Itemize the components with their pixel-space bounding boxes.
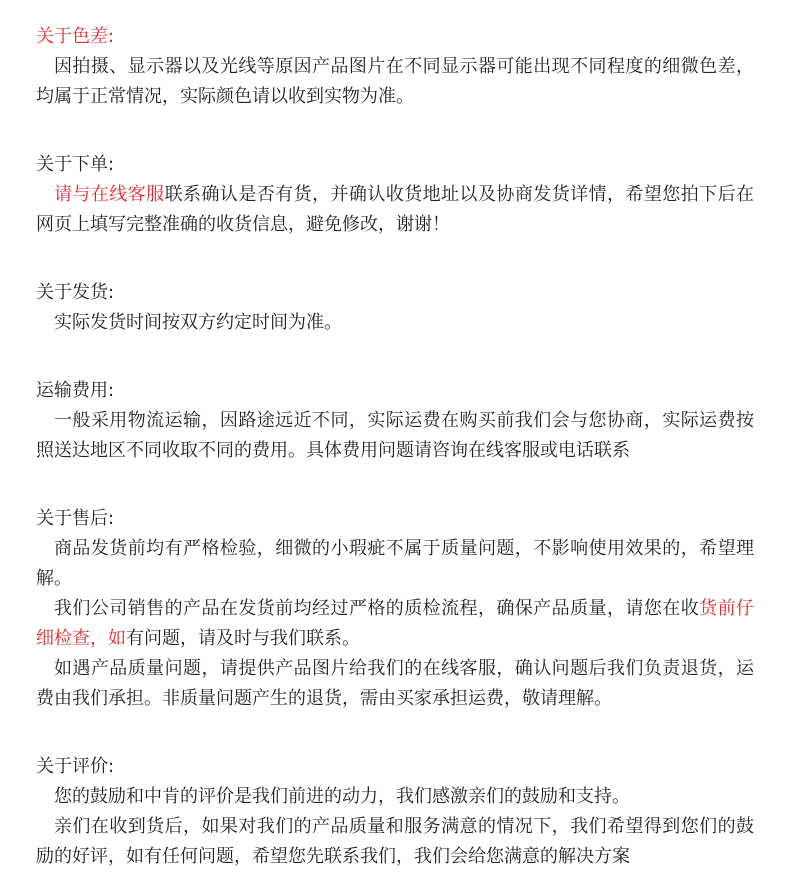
section-after-sales (36, 504, 754, 714)
paragraph-text: 因拍摄、显示器以及光线等原因产品图片在不同显示器可能出现不同程度的细微色差，均属于正常情况，实际颜色请以收到实物为准。 (36, 56, 754, 107)
highlighted-text: 请与在线客服 (54, 184, 165, 205)
highlighted-text: 货前仔细检查，如 (36, 598, 755, 649)
section-paragraph (36, 406, 754, 466)
paragraph-text: 我们公司销售的产品在发货前均经过严格的质检流程，确保产品质量，请您在收 (54, 598, 700, 619)
section-heading: 运输费用: (36, 380, 115, 401)
section-reviews (36, 752, 754, 872)
paragraph-text: 联系确认是否有货，并确认收货地址以及协商发货详情，希望您拍下后在网页上填写完整准确的收货信息，避免修改，谢谢！ (36, 184, 755, 235)
paragraph-text: 您的鼓励和中肯的评价是我们前进的动力，我们感激亲们的鼓励和支持。 (54, 786, 630, 807)
section-paragraph (36, 812, 754, 872)
section-heading: 关于售后: (36, 508, 115, 529)
section-paragraph (36, 534, 754, 594)
paragraph-text: 一般采用物流运输，因路途远近不同，实际运费在购买前我们会与您协商，实际运费按照送达地区不同收取不同的费用。具体费用问题请咨询在线客服或电话联系 (36, 410, 754, 461)
section-freight-cost (36, 376, 754, 466)
section-paragraph (36, 180, 754, 240)
paragraph-text: 亲们在收到货后，如果对我们的产品质量和服务满意的情况下，我们希望得到您们的鼓励的好评，如有任何问题，希望您先联系我们，我们会给您满意的解决方案 (36, 816, 754, 867)
section-color-difference (36, 22, 754, 112)
section-paragraph (36, 594, 754, 654)
section-paragraph (36, 782, 754, 812)
paragraph-text: 如遇产品质量问题，请提供产品图片给我们的在线客服，确认问题后我们负责退货，运费由我们承担。非质量问题产生的退货，需由买家承担运费，敬请理解。 (36, 658, 754, 709)
section-heading: 关于色差: (36, 26, 115, 47)
paragraph-text: 实际发货时间按双方约定时间为准。 (54, 312, 342, 333)
section-heading: 关于发货: (36, 282, 115, 303)
section-ordering (36, 150, 754, 240)
section-paragraph (36, 308, 754, 338)
section-shipping (36, 278, 754, 338)
section-heading: 关于下单: (36, 154, 115, 175)
section-paragraph (36, 52, 754, 112)
section-paragraph (36, 654, 754, 714)
section-heading: 关于评价: (36, 756, 115, 777)
paragraph-text: 商品发货前均有严格检验，细微的小瑕疵不属于质量问题，不影响使用效果的，希望理解。 (36, 538, 754, 589)
paragraph-text: 有问题，请及时与我们联系。 (126, 628, 360, 649)
